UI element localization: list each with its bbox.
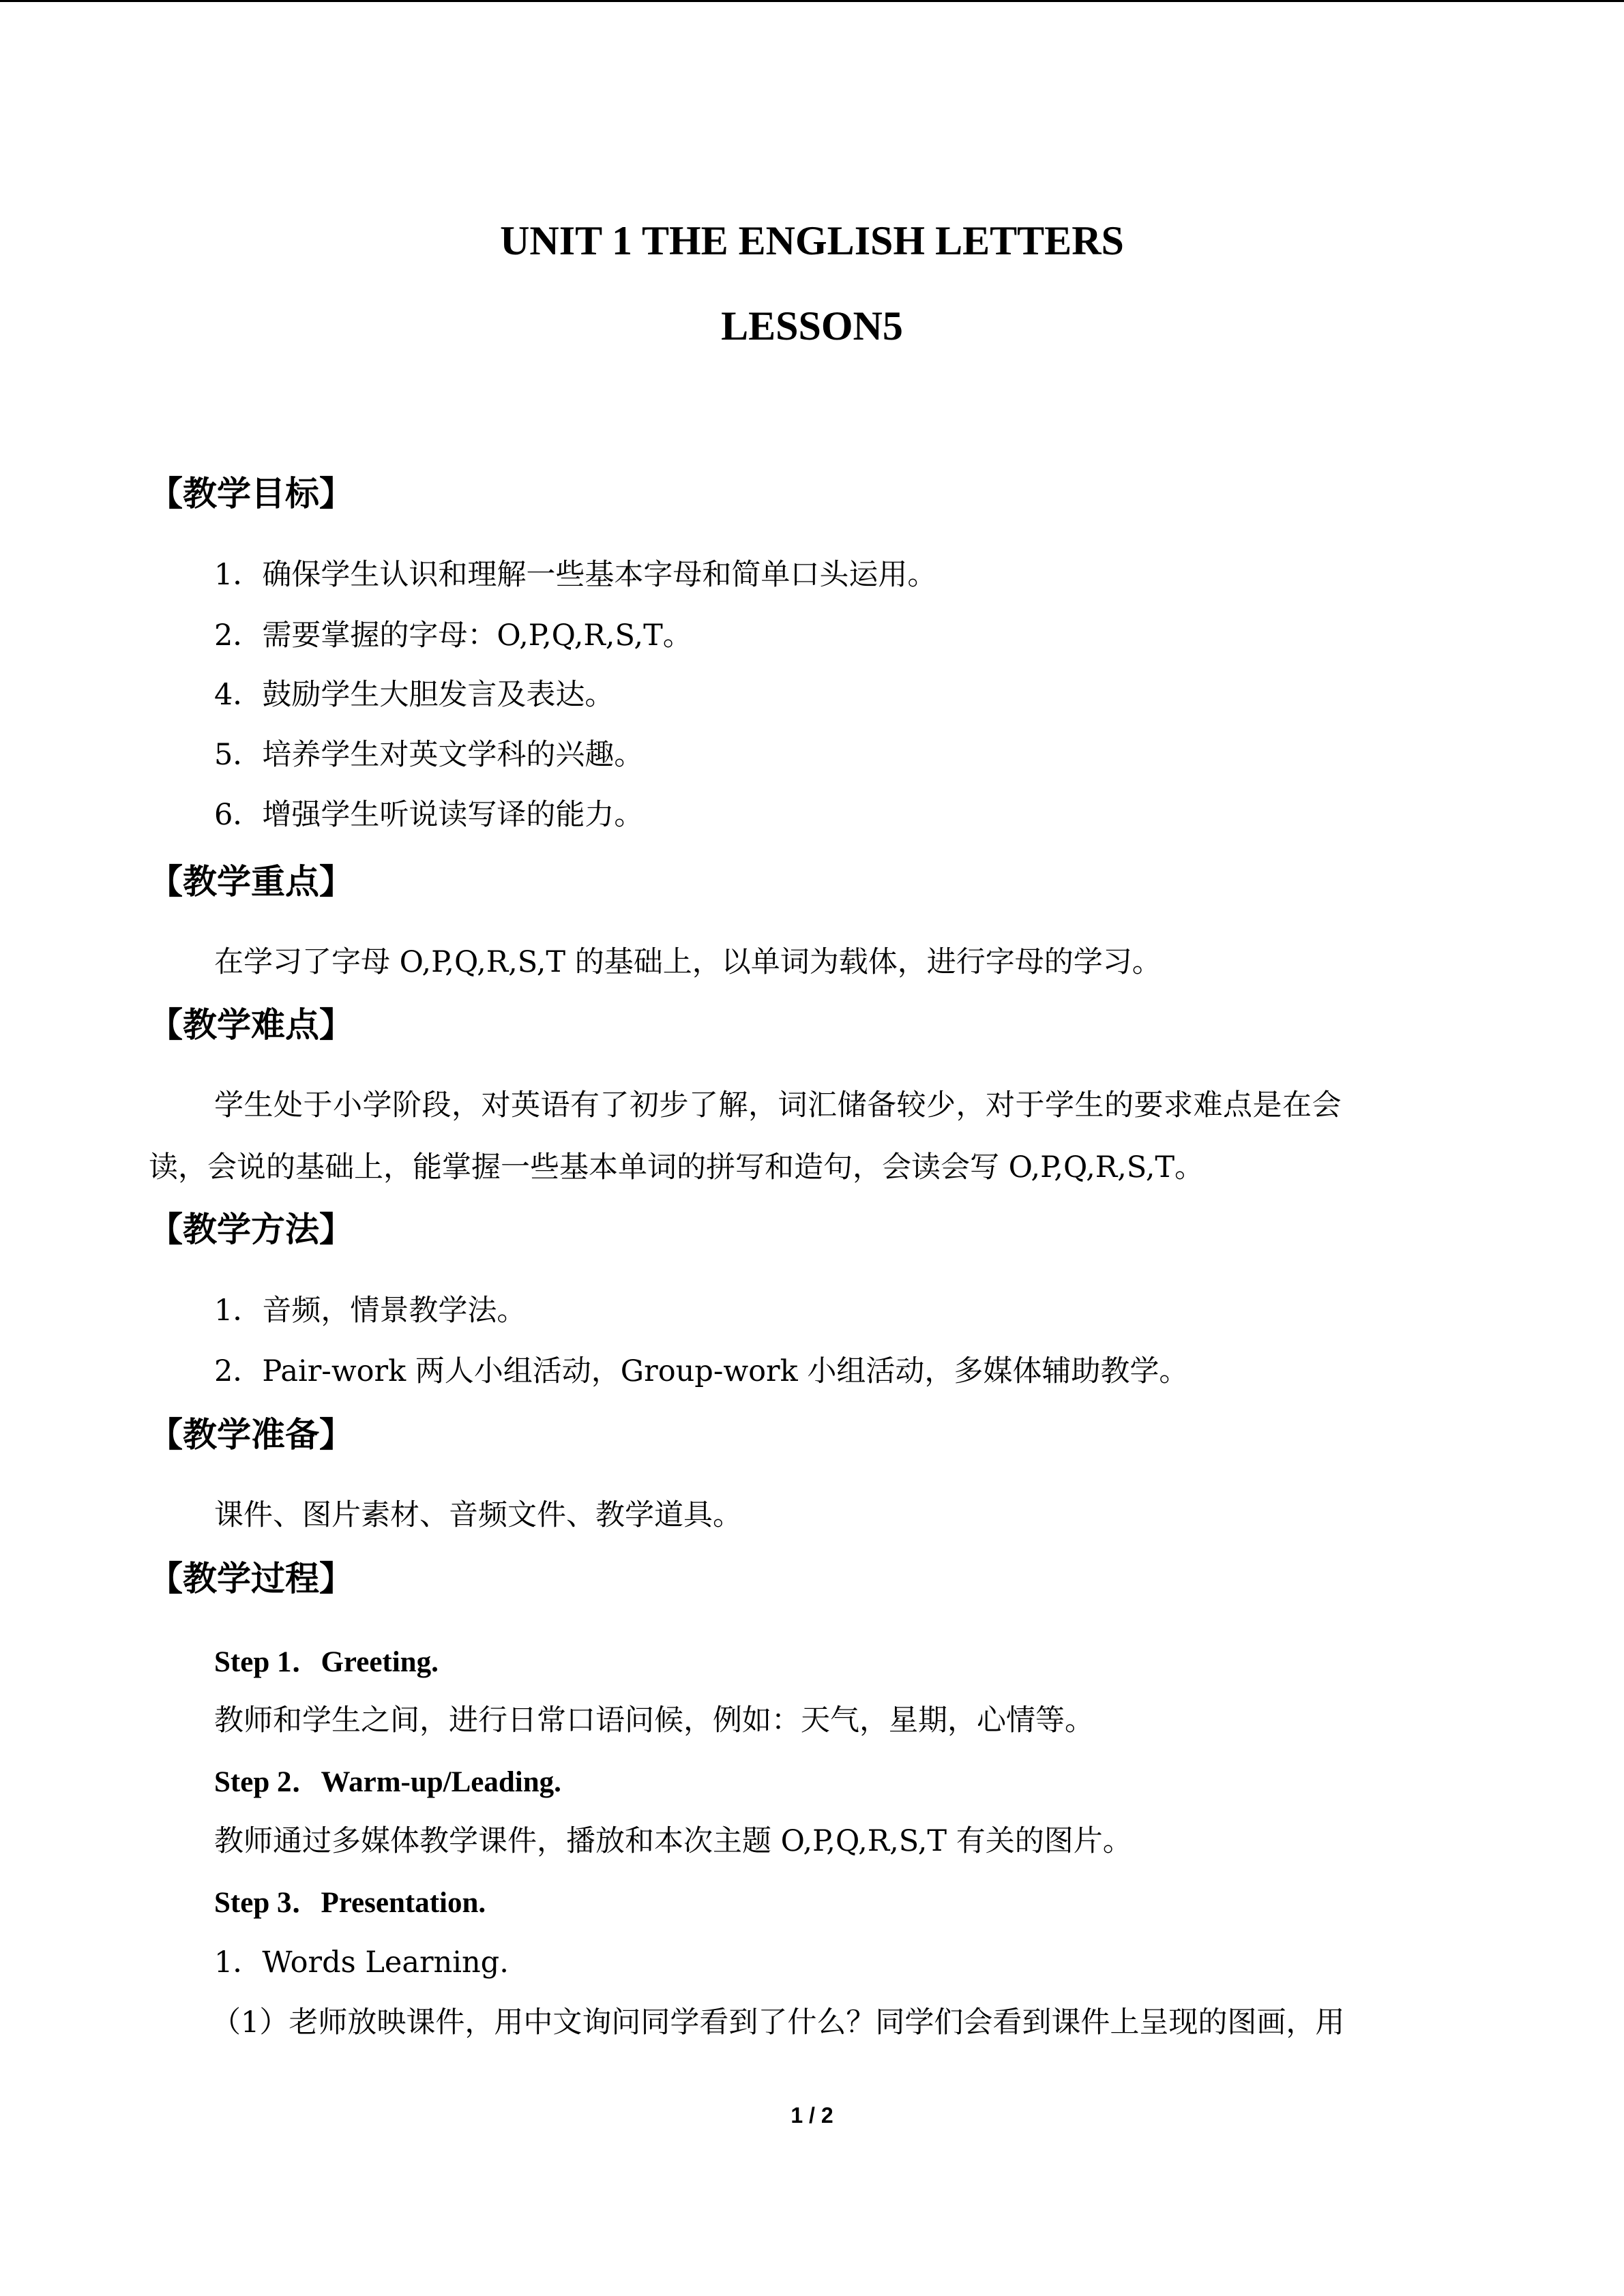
step2-title: Step 2．Warm-up/Leading. [214, 1766, 561, 1798]
objective-item: 5．培养学生对英文学科的兴趣。 [214, 738, 644, 772]
preparation-text: 课件、图片素材、音频文件、教学道具。 [214, 1498, 742, 1532]
step3-item: 1．Words Learning. [214, 1945, 509, 1980]
preparation-heading: 【教学准备】 [149, 1415, 353, 1455]
step2-text: 教师通过多媒体教学课件，播放和本次主题 O,P,Q,R,S,T 有关的图片。 [214, 1824, 1132, 1858]
methods-heading: 【教学方法】 [149, 1210, 353, 1249]
document-subtitle: LESSON5 [721, 303, 903, 348]
document-title: UNIT 1 THE ENGLISH LETTERS [500, 218, 1124, 263]
objectives-heading: 【教学目标】 [149, 474, 353, 513]
objective-item: 4．鼓励学生大胆发言及表达。 [214, 678, 615, 712]
objective-item: 2．需要掌握的字母：O,P,Q,R,S,T。 [214, 618, 692, 653]
step1-title: Step 1．Greeting. [214, 1646, 439, 1678]
objective-item: 1．确保学生认识和理解一些基本字母和简单口头运用。 [214, 558, 937, 592]
step3-subitem: （1）老师放映课件，用中文询问同学看到了什么？同学们会看到课件上呈现的图画，用 [211, 2006, 1345, 2040]
document-page [149, 0, 1475, 2296]
difficulties-text-line2: 读，会说的基础上，能掌握一些基本单词的拼写和造句，会读会写 O,P,Q,R,S,T。 [149, 1150, 1205, 1184]
objective-item: 6．增强学生听说读写译的能力。 [214, 798, 644, 832]
key-points-heading: 【教学重点】 [149, 862, 353, 901]
step1-text: 教师和学生之间，进行日常口语问候，例如：天气，星期，心情等。 [214, 1703, 1094, 1738]
key-points-text: 在学习了字母 O,P,Q,R,S,T 的基础上，以单词为载体，进行字母的学习。 [214, 945, 1162, 979]
difficulties-text-line1: 学生处于小学阶段，对英语有了初步了解，词汇储备较少，对于学生的要求难点是在会 [214, 1088, 1342, 1122]
page-number: 1 / 2 [791, 2103, 833, 2128]
step3-title: Step 3．Presentation. [214, 1887, 486, 1919]
difficulties-heading: 【教学难点】 [149, 1005, 353, 1045]
process-heading: 【教学过程】 [149, 1559, 353, 1598]
method-item: 2．Pair-work 两人小组活动，Group-work 小组活动，多媒体辅助教学。 [214, 1354, 1189, 1388]
method-item: 1．音频，情景教学法。 [214, 1294, 527, 1328]
